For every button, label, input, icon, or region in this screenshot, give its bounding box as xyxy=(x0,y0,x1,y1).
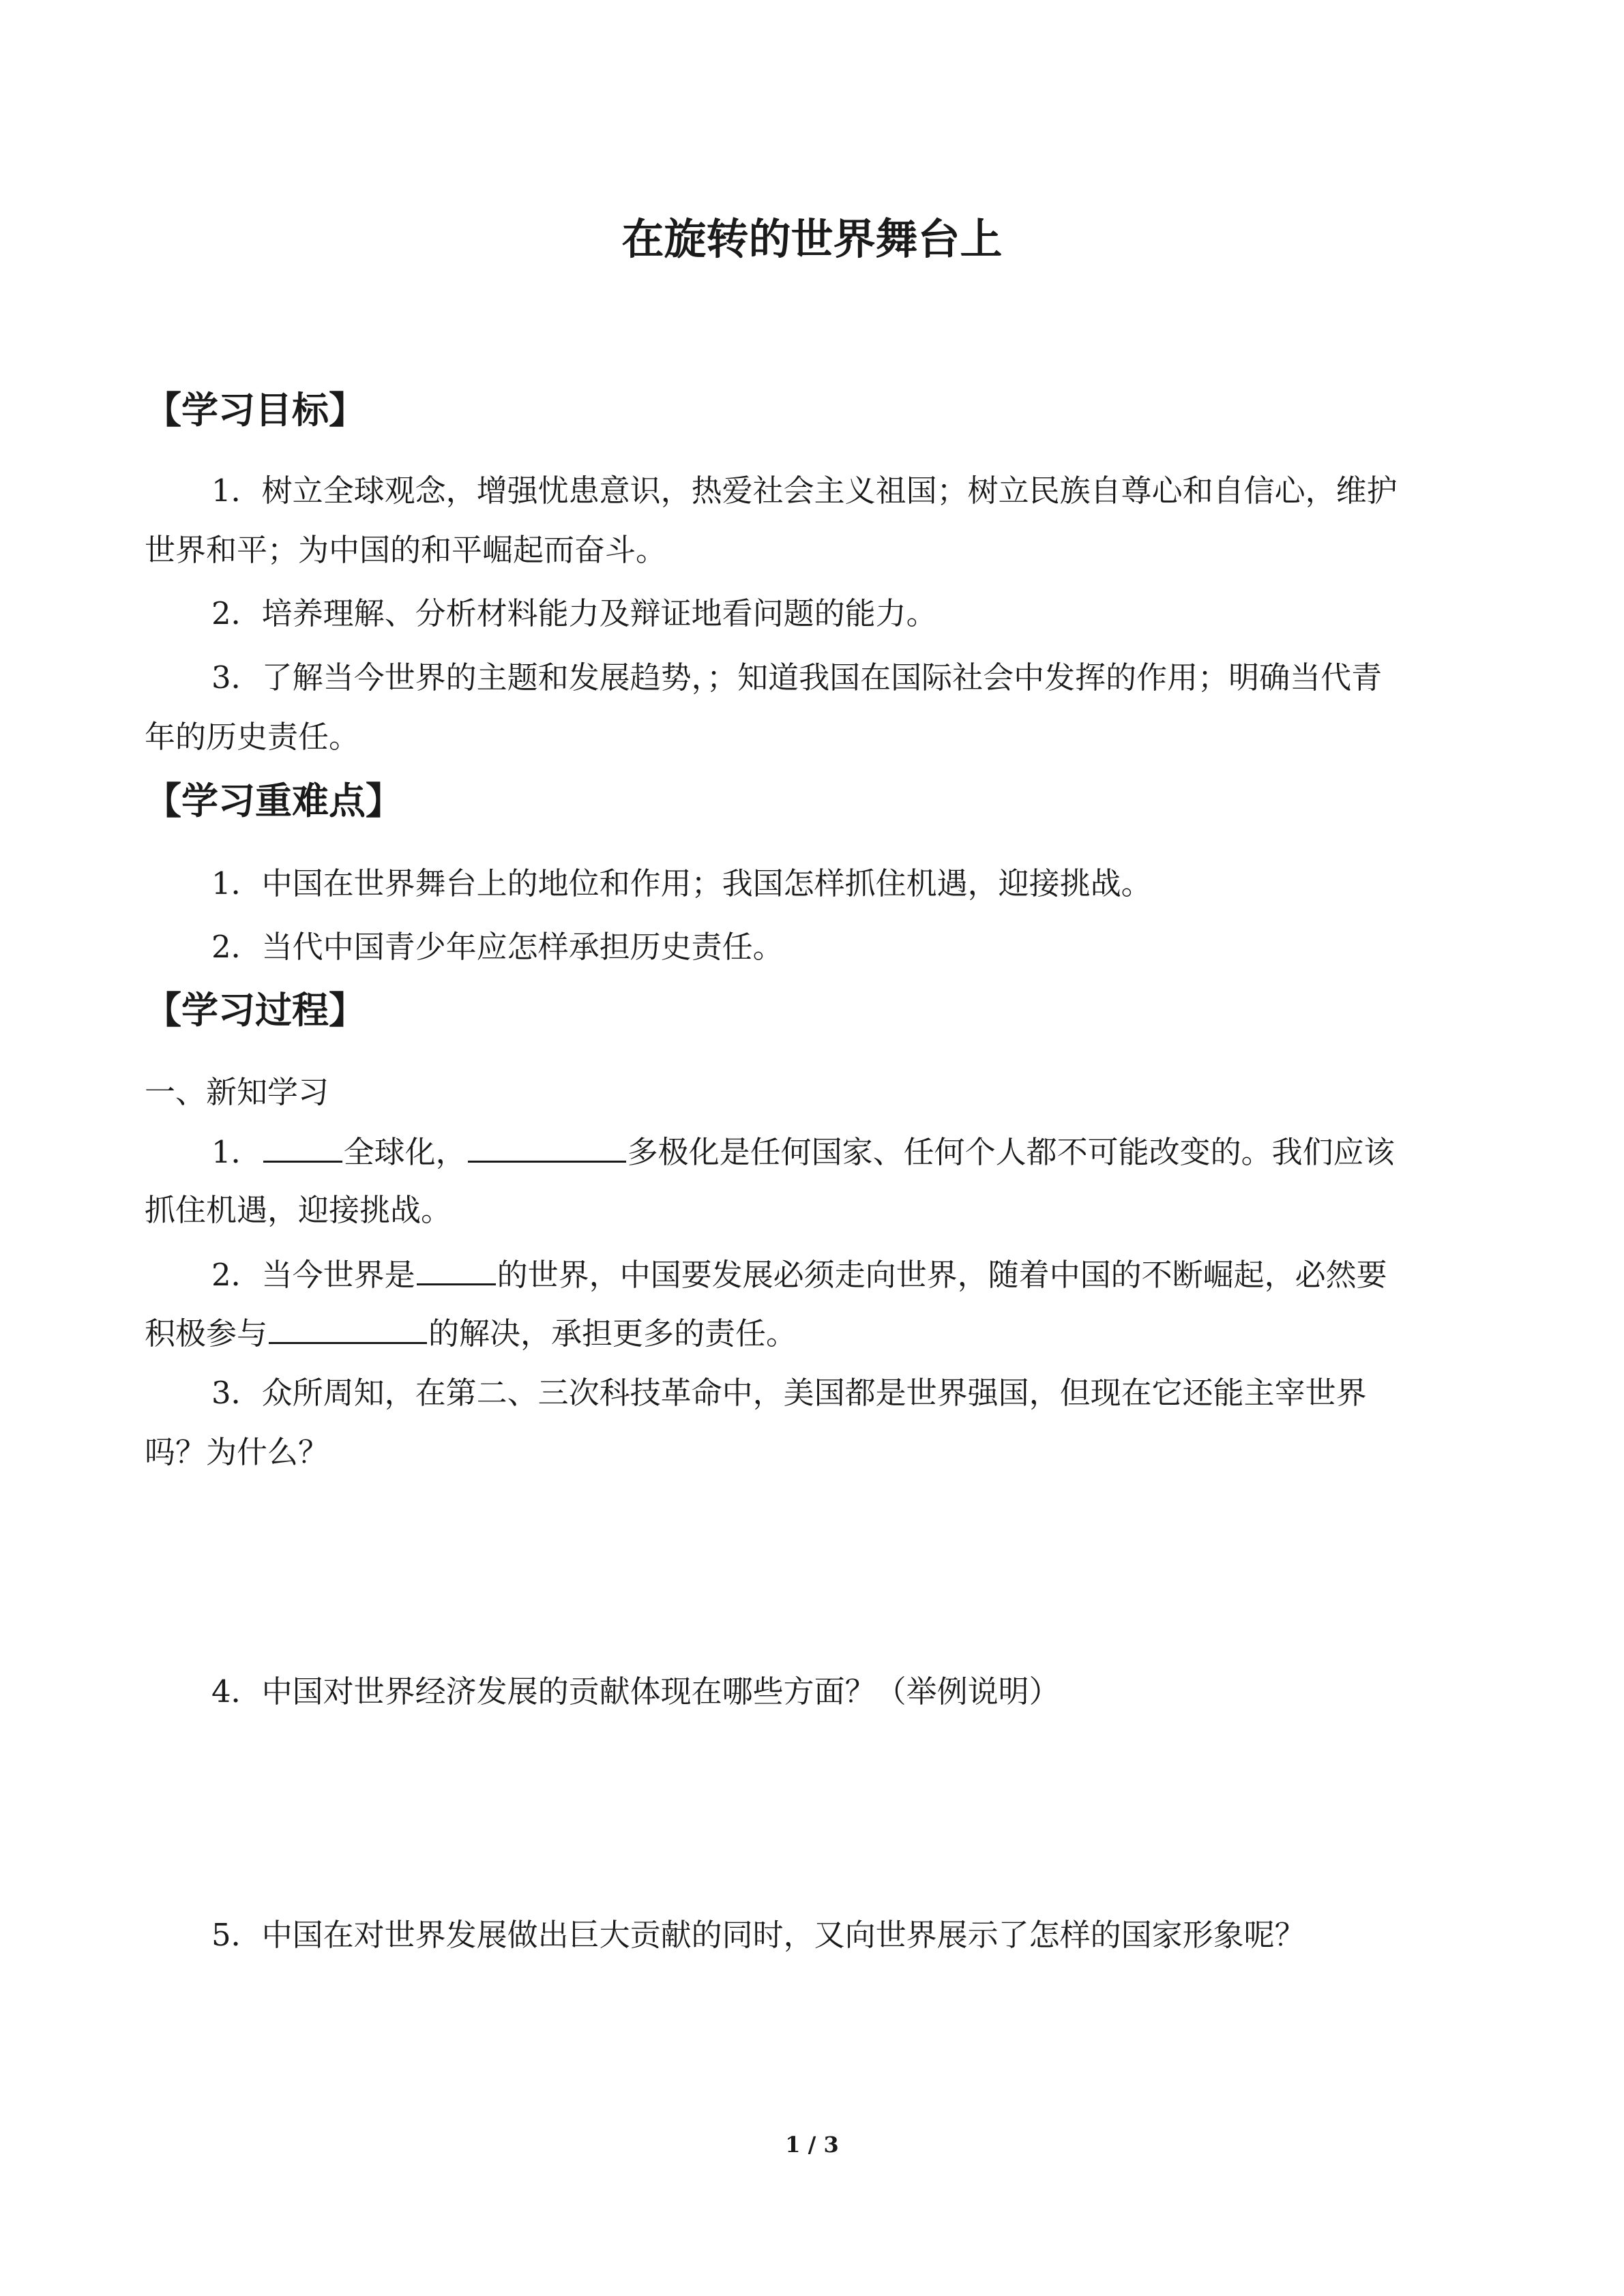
question-5: 5．中国在对世界发展做出巨大贡献的同时，又向世界展示了怎样的国家形象呢？ xyxy=(211,1917,1305,1953)
sub-heading-new-knowledge: 一、新知学习 xyxy=(145,1074,329,1110)
goal-item-1-line-1: 1．树立全球观念，增强忧患意识，热爱社会主义祖国；树立民族自尊心和自信心，维护 xyxy=(211,473,1398,509)
question-2-end: 的世界，中国要发展必须走向世界，随着中国的不断崛起，必然要 xyxy=(497,1257,1387,1293)
section-heading-goals: 【学习目标】 xyxy=(145,389,366,432)
question-2-line-1 xyxy=(211,1253,1387,1296)
question-1-prefix: 1． xyxy=(211,1134,262,1170)
page-title: 在旋转的世界舞台上 xyxy=(621,214,1003,264)
question-2-prefix: 2．当今世界是 xyxy=(211,1257,415,1293)
question-1-line-1 xyxy=(211,1131,1395,1174)
question-3-line-2: 吗？为什么？ xyxy=(145,1434,329,1470)
page-number: 1 / 3 xyxy=(785,2132,839,2158)
question-2-line-2 xyxy=(145,1312,797,1355)
question-3-line-1: 3．众所周知，在第二、三次科技革命中，美国都是世界强国，但现在它还能主宰世界 xyxy=(211,1375,1367,1411)
goal-item-3-line-2: 年的历史责任。 xyxy=(145,719,360,755)
question-1-mid: 全球化， xyxy=(343,1134,467,1170)
fill-blank[interactable] xyxy=(417,1253,496,1285)
goal-item-3-line-1: 3．了解当今世界的主题和发展趋势，；知道我国在国际社会中发挥的作用；明确当代青 xyxy=(211,659,1383,696)
goal-item-1-line-2: 世界和平；为中国的和平崛起而奋斗。 xyxy=(145,532,667,568)
question-1-end: 多极化是任何国家、任何个人都不可能改变的。我们应该 xyxy=(627,1134,1395,1170)
fill-blank[interactable] xyxy=(269,1312,427,1344)
question-1-line-2: 抓住机遇，迎接挑战。 xyxy=(145,1192,452,1228)
key-point-2: 2．当代中国青少年应怎样承担历史责任。 xyxy=(211,929,784,965)
section-heading-process: 【学习过程】 xyxy=(145,989,366,1032)
question-2-line-2-end: 的解决，承担更多的责任。 xyxy=(428,1315,797,1352)
question-2-line-2-prefix: 积极参与 xyxy=(145,1315,268,1352)
fill-blank[interactable] xyxy=(263,1131,342,1163)
goal-item-2: 2．培养理解、分析材料能力及辩证地看问题的能力。 xyxy=(211,595,937,631)
section-heading-key-points: 【学习重难点】 xyxy=(145,779,402,822)
key-point-1: 1．中国在世界舞台上的地位和作用；我国怎样抓住机遇，迎接挑战。 xyxy=(211,865,1152,901)
question-4: 4．中国对世界经济发展的贡献体现在哪些方面？（举例说明） xyxy=(211,1673,1060,1710)
fill-blank[interactable] xyxy=(468,1131,626,1163)
